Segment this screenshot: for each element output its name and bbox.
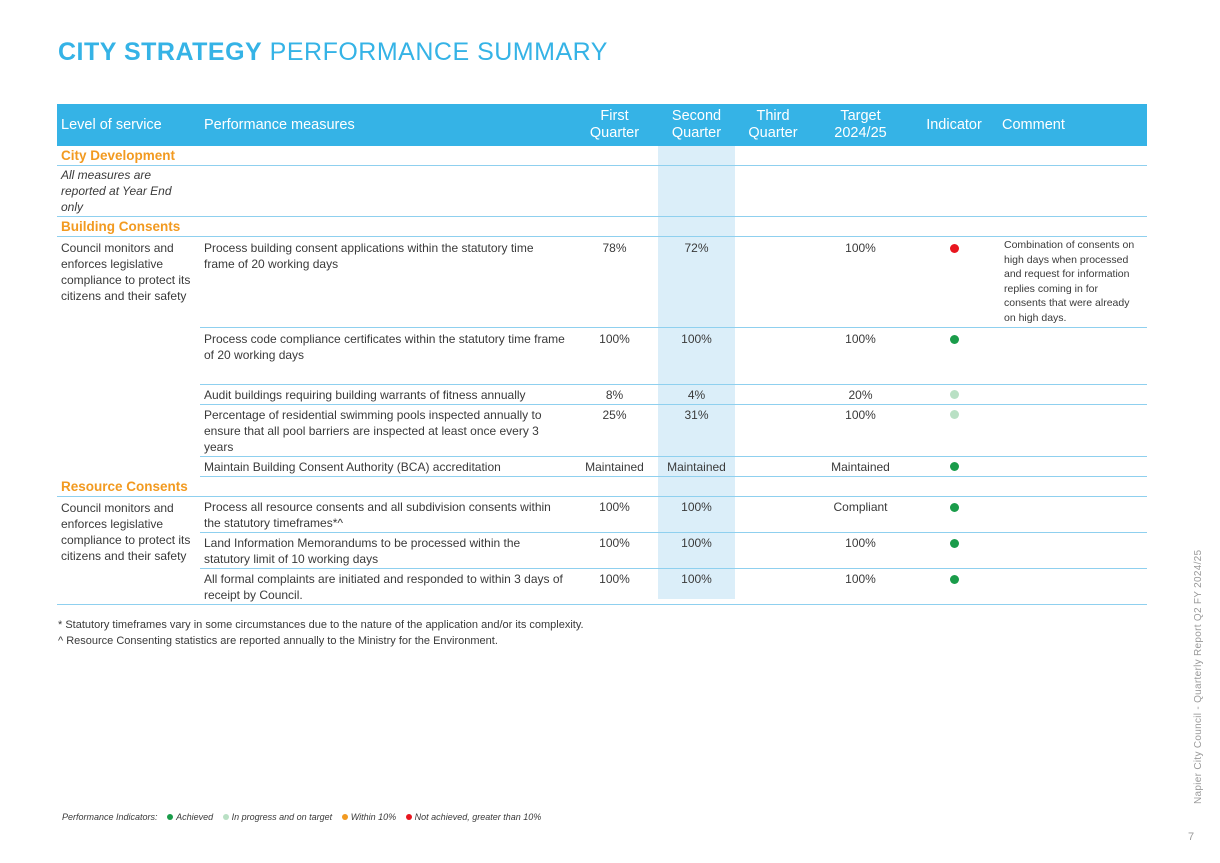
q3-value [735, 327, 811, 384]
col-header-target: Target 2024/25 [811, 104, 910, 146]
status-dot-icon [950, 410, 959, 419]
target-value: 100% [811, 327, 910, 384]
status-dot-icon [950, 390, 959, 399]
table-row [57, 166, 1147, 217]
q3-value [735, 532, 811, 568]
table-row [57, 237, 1147, 328]
q2-value: Maintained [658, 456, 735, 476]
indicator-cell [910, 568, 998, 604]
q1-value: 100% [571, 327, 658, 384]
q2-value: 100% [658, 496, 735, 532]
section-title: Resource Consents [57, 476, 1147, 496]
q1-value: 100% [571, 496, 658, 532]
status-dot-icon [950, 462, 959, 471]
level-of-service: Council monitors and enforces legislative compliance to protect its citizens and their safety [57, 496, 200, 604]
col-header-comment: Comment [998, 104, 1147, 146]
legend-within-10: Within 10% [350, 812, 397, 822]
indicator-cell [910, 237, 998, 328]
achieved-dot-icon [167, 814, 173, 820]
status-dot-icon [950, 244, 959, 253]
col-header-level: Level of service [57, 104, 200, 146]
target-value: Maintained [811, 456, 910, 476]
q2-value: 31% [658, 404, 735, 456]
legend-achieved: Achieved [176, 812, 214, 822]
comment [998, 568, 1147, 604]
indicator-cell [910, 496, 998, 532]
not-achieved-dot-icon [406, 814, 412, 820]
q2-value: 72% [658, 237, 735, 328]
indicator-cell [910, 404, 998, 456]
legend-label: Performance Indicators: [62, 812, 158, 822]
target-value: 100% [811, 237, 910, 328]
section-title: Building Consents [57, 217, 1147, 237]
performance-measure: Process all resource consents and all subdivision consents within the statutory timeframes*^ [200, 496, 571, 532]
section-row-building-consents [57, 217, 1147, 237]
q3-value [735, 237, 811, 328]
section-row-city-development [57, 146, 1147, 166]
target-value: 100% [811, 532, 910, 568]
table-row [57, 456, 1147, 476]
q1-value: 100% [571, 568, 658, 604]
target-value: Compliant [811, 496, 910, 532]
within-10-dot-icon [342, 814, 348, 820]
table-row [57, 384, 1147, 404]
page-title [58, 38, 608, 67]
performance-table [57, 104, 1147, 605]
q3-value [735, 384, 811, 404]
performance-measure: Land Information Memorandums to be processed within the statutory limit of 10 working days [200, 532, 571, 568]
footnote-resource: ^ Resource Consenting statistics are reported annually to the Ministry for the Environment. [58, 635, 498, 647]
comment: Combination of consents on high days when processed and request for information replies coming in for consents that were already on high days. [998, 237, 1147, 328]
report-side-label: Napier City Council - Quarterly Report Q2 FY 2024/25 [1193, 549, 1204, 804]
q1-value: Maintained [571, 456, 658, 476]
page-number: 7 [1188, 831, 1195, 843]
performance-measure: All formal complaints are initiated and responded to within 3 days of receipt by Council. [200, 568, 571, 604]
indicator-cell [910, 384, 998, 404]
table-row [57, 327, 1147, 384]
performance-measure: Process code compliance certificates within the statutory time frame of 20 working days [200, 327, 571, 384]
status-dot-icon [950, 539, 959, 548]
legend-in-progress: In progress and on target [231, 812, 333, 822]
page-title-bold: CITY STRATEGY [58, 38, 263, 66]
comment [998, 496, 1147, 532]
comment [998, 532, 1147, 568]
comment [998, 404, 1147, 456]
target-value: 100% [811, 404, 910, 456]
performance-legend [62, 812, 541, 822]
q1-value: 100% [571, 532, 658, 568]
q2-value: 4% [658, 384, 735, 404]
level-of-service: All measures are reported at Year End only [57, 166, 200, 217]
q1-value: 8% [571, 384, 658, 404]
table-row [57, 404, 1147, 456]
q2-value: 100% [658, 532, 735, 568]
q1-value: 78% [571, 237, 658, 328]
q3-value [735, 456, 811, 476]
col-header-q1: First Quarter [571, 104, 658, 146]
q2-value: 100% [658, 568, 735, 604]
page-title-rest: PERFORMANCE SUMMARY [269, 38, 608, 66]
col-header-measures: Performance measures [200, 104, 571, 146]
indicator-cell [910, 532, 998, 568]
q3-value [735, 404, 811, 456]
q1-value: 25% [571, 404, 658, 456]
legend-not-achieved: Not achieved, greater than 10% [414, 812, 542, 822]
q2-value: 100% [658, 327, 735, 384]
footnotes [58, 617, 584, 649]
status-dot-icon [950, 503, 959, 512]
performance-table-wrapper [57, 104, 1147, 605]
table-row [57, 532, 1147, 568]
section-row-resource-consents [57, 476, 1147, 496]
comment [998, 384, 1147, 404]
q3-value [735, 496, 811, 532]
target-value: 100% [811, 568, 910, 604]
performance-measure: Percentage of residential swimming pools inspected annually to ensure that all pool barriers are inspected at least once every 3 years [200, 404, 571, 456]
target-value: 20% [811, 384, 910, 404]
indicator-cell [910, 327, 998, 384]
performance-measure: Maintain Building Consent Authority (BCA) accreditation [200, 456, 571, 476]
status-dot-icon [950, 335, 959, 344]
performance-measure: Process building consent applications within the statutory time frame of 20 working days [200, 237, 571, 328]
q3-value [735, 568, 811, 604]
section-title: City Development [57, 146, 1147, 166]
table-row [57, 568, 1147, 604]
col-header-q2: Second Quarter [658, 104, 735, 146]
level-of-service: Council monitors and enforces legislative compliance to protect its citizens and their safety [61, 241, 191, 303]
footnote-statutory: * Statutory timeframes vary in some circumstances due to the nature of the application and/or its complexity. [58, 619, 584, 631]
comment [998, 456, 1147, 476]
table-row [57, 496, 1147, 532]
indicator-cell [910, 456, 998, 476]
performance-measure: Audit buildings requiring building warrants of fitness annually [200, 384, 571, 404]
col-header-q3: Third Quarter [735, 104, 811, 146]
status-dot-icon [950, 575, 959, 584]
comment [998, 327, 1147, 384]
table-header-row [57, 104, 1147, 146]
col-header-indicator: Indicator [910, 104, 998, 146]
in-progress-dot-icon [223, 814, 229, 820]
